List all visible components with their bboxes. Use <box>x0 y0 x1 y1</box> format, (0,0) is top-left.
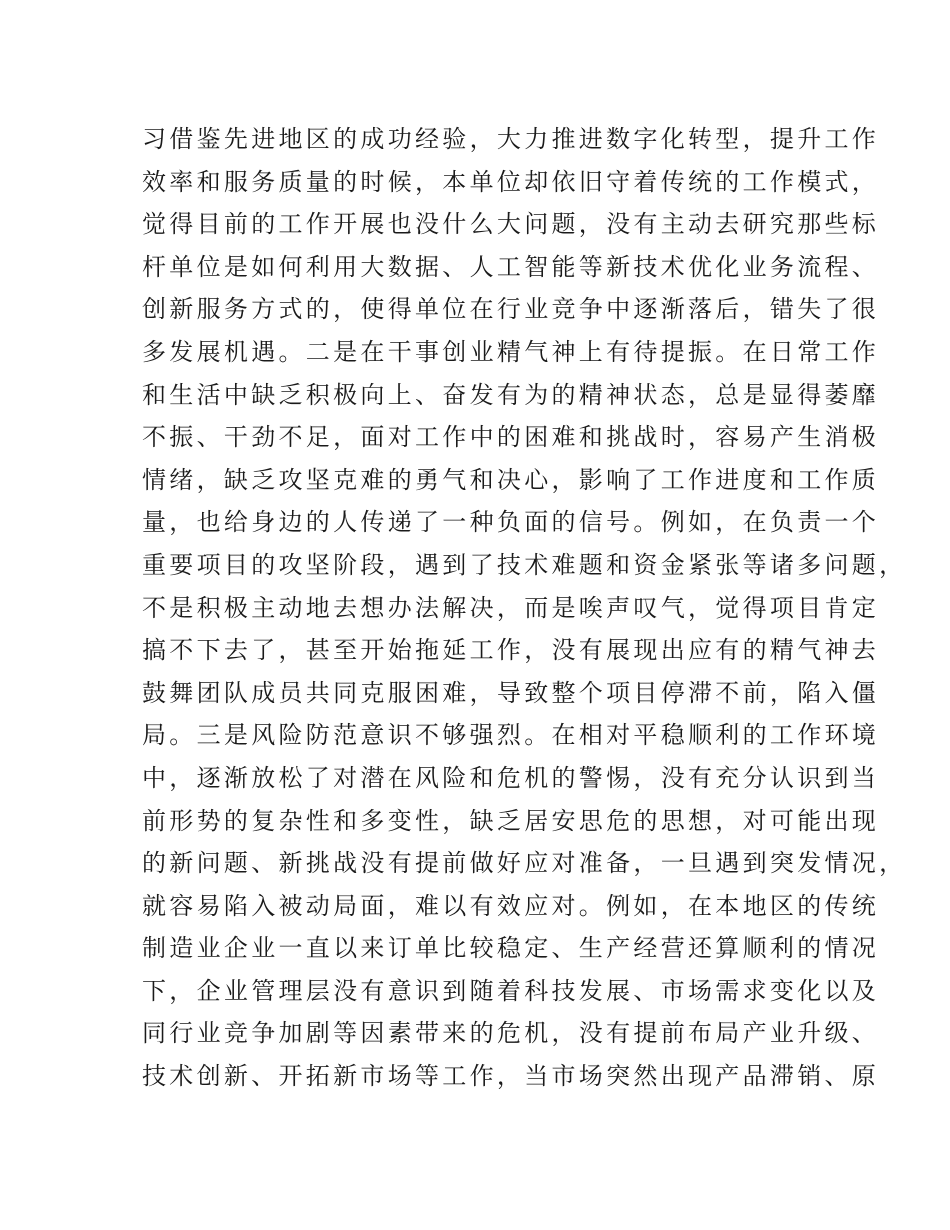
text-line: 的新问题、新挑战没有提前做好应对准备，一旦遇到突发情况， <box>142 849 907 878</box>
text-line: 不振、干劲不足，面对工作中的困难和挑战时，容易产生消极 <box>142 423 880 452</box>
text-line: 技术创新、开拓新市场等工作，当市场突然出现产品滞销、原 <box>142 1062 880 1091</box>
text-line: 情绪，缺乏攻坚克难的勇气和决心，影响了工作进度和工作质 <box>142 465 880 494</box>
text-line: 制造业企业一直以来订单比较稳定、生产经营还算顺利的情况 <box>142 934 880 963</box>
text-line: 量，也给身边的人传递了一种负面的信号。例如，在负责一个 <box>142 508 880 537</box>
text-line: 中，逐渐放松了对潜在风险和危机的警惕，没有充分认识到当 <box>142 763 880 792</box>
text-line: 觉得目前的工作开展也没什么大问题，没有主动去研究那些标 <box>142 210 880 239</box>
text-line: 鼓舞团队成员共同克服困难，导致整个项目停滞不前，陷入僵 <box>142 678 880 707</box>
text-line: 重要项目的攻坚阶段，遇到了技术难题和资金紧张等诸多问题， <box>142 550 907 579</box>
body-text <box>142 118 907 1098</box>
text-line: 局。三是风险防范意识不够强烈。在相对平稳顺利的工作环境 <box>142 721 880 750</box>
text-line: 杆单位是如何利用大数据、人工智能等新技术优化业务流程、 <box>142 252 880 281</box>
text-line: 习借鉴先进地区的成功经验，大力推进数字化转型，提升工作 <box>142 125 880 153</box>
text-line: 多发展机遇。二是在干事创业精气神上有待提振。在日常工作 <box>142 337 880 366</box>
text-line: 搞不下去了，甚至开始拖延工作，没有展现出应有的精气神去 <box>142 636 880 665</box>
text-line: 前形势的复杂性和多变性，缺乏居安思危的思想，对可能出现 <box>142 806 880 835</box>
text-line: 同行业竞争加剧等因素带来的危机，没有提前布局产业升级、 <box>142 1019 880 1048</box>
text-line: 下，企业管理层没有意识到随着科技发展、市场需求变化以及 <box>142 976 880 1005</box>
text-line: 就容易陷入被动局面，难以有效应对。例如，在本地区的传统 <box>142 891 880 920</box>
text-line: 和生活中缺乏积极向上、奋发有为的精神状态，总是显得萎靡 <box>142 380 880 409</box>
text-line: 创新服务方式的，使得单位在行业竞争中逐渐落后，错失了很 <box>142 295 880 324</box>
text-line: 效率和服务质量的时候，本单位却依旧守着传统的工作模式， <box>142 167 880 196</box>
text-line: 不是积极主动地去想办法解决，而是唉声叹气，觉得项目肯定 <box>142 593 880 622</box>
